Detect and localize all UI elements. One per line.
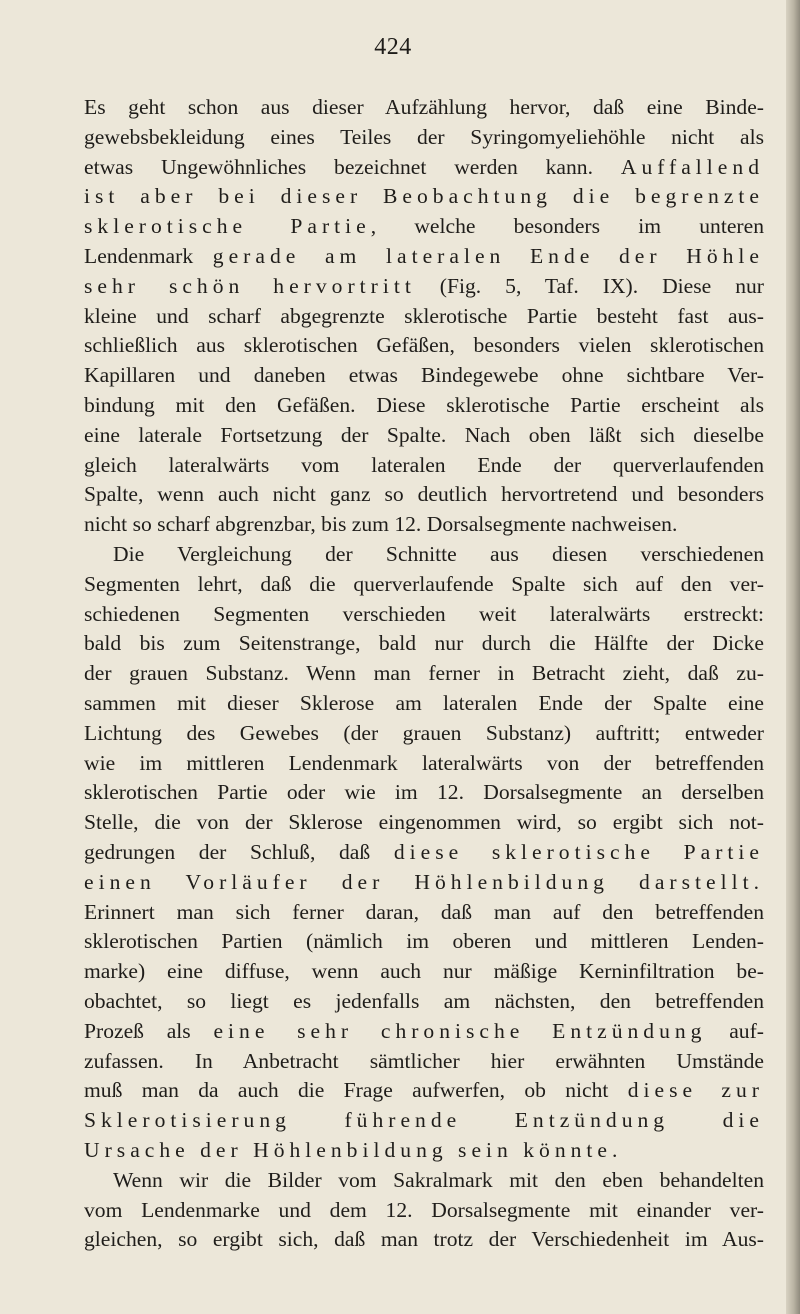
spaced-emphasis: diese zur [627, 1078, 765, 1103]
text-line [113, 539, 764, 569]
text-line [84, 688, 764, 718]
text-line [84, 1016, 764, 1046]
text-run: Es geht schon aus dieser Aufzählung hervor, daß eine Binde- [84, 95, 764, 119]
spaced-emphasis: Sklerotisierung führende Entzündung die [84, 1108, 764, 1133]
page-edge-shadow [786, 0, 800, 1314]
text-run: gedrungen der Schluß, daß [84, 840, 394, 864]
spaced-emphasis: einen Vorläufer der Höhlenbildung darstellt. [84, 869, 764, 894]
text-run: etwas Ungewöhnliches bezeichnet werden kann. [84, 154, 621, 179]
text-run: Erinnert man sich ferner daran, daß man auf den betreffenden [84, 899, 764, 924]
text-line [84, 122, 764, 152]
text-line [84, 569, 764, 599]
text-run: vom Lendenmarke und dem 12. Dorsalsegmente mit einander ver- [84, 1197, 764, 1222]
text-run: schiedenen Segmenten verschieden weit lateralwärts erstreckt: [84, 601, 764, 626]
text-line [84, 867, 764, 897]
text-line [84, 360, 764, 390]
text-line [84, 152, 764, 182]
text-run: sklerotischen Partien (nämlich im oberen und mittleren Lenden- [84, 929, 764, 954]
text-line [84, 1075, 764, 1105]
text-run: Kapillaren und daneben etwas Bindegewebe ohne sichtbare Ver- [84, 363, 764, 388]
text-line [84, 748, 764, 778]
text-line [84, 1105, 764, 1135]
text-line [84, 271, 764, 301]
text-run: bald bis zum Seitenstrange, bald nur durch die Hälfte der Dicke [84, 631, 764, 656]
text-line [84, 390, 764, 420]
text-line [84, 92, 764, 122]
text-line [84, 837, 764, 867]
text-run: der grauen Substanz. Wenn man ferner in Betracht zieht, daß zu- [84, 661, 764, 686]
text-line [84, 599, 764, 629]
text-run: Spalte, wenn auch nicht ganz so deutlich hervortretend und besonders [84, 482, 764, 507]
text-line [84, 926, 764, 956]
spaced-emphasis: ist aber bei dieser Beobachtung die begrenzte [84, 184, 764, 209]
text-run: wie im mittleren Lendenmark lateralwärts von der betreffenden [84, 750, 764, 775]
spaced-emphasis: sklerotische Partie [84, 214, 371, 239]
text-line [84, 897, 764, 927]
text-run: marke) eine diffuse, wenn auch nur mäßige Kerninfiltration be- [84, 959, 764, 984]
text-run: Segmenten lehrt, daß die querverlaufende Spalte sich auf den ver- [84, 571, 764, 596]
text-line [84, 509, 764, 539]
text-run: Prozeß als [84, 1018, 214, 1043]
text-line [84, 1224, 764, 1254]
text-run: gleich lateralwärts vom lateralen Ende der querverlaufenden [84, 452, 764, 477]
text-line [84, 479, 764, 509]
text-line [84, 420, 764, 450]
text-run: Lichtung des Gewebes (der grauen Substanz) auftritt; entweder [84, 720, 764, 745]
text-run: sammen mit dieser Sklerose am lateralen Ende der Spalte eine [84, 691, 764, 715]
text-run: kleine und scharf abgegrenzte sklerotische Partie besteht fast aus- [84, 303, 764, 328]
text-run: sklerotischen Partie oder wie im 12. Dorsalsegmente an derselben [84, 780, 764, 805]
text-line [84, 1135, 764, 1165]
text-run: (Fig. 5, Taf. IX). Diese nur [415, 273, 764, 298]
text-line [84, 628, 764, 658]
text-line [84, 181, 764, 211]
spaced-emphasis: Ursache der Höhlenbildung sein könnte. [84, 1138, 623, 1162]
text-line [84, 956, 764, 986]
text-line [84, 301, 764, 331]
text-run: gewebsbekleidung eines Teiles der Syringomyeliehöhle nicht als [84, 124, 764, 149]
text-line [113, 1165, 764, 1195]
text-run: Lendenmark [84, 244, 213, 268]
page-number: 424 [374, 34, 412, 60]
spaced-emphasis: diese sklerotische Partie [393, 840, 764, 864]
text-run: auf- [706, 1018, 764, 1043]
text-run: , welche besonders im unteren [370, 214, 764, 239]
text-line [84, 241, 764, 271]
spaced-emphasis: gerade am lateralen Ende der Höhle [212, 244, 764, 268]
text-line [84, 807, 764, 837]
text-line [84, 718, 764, 748]
text-line [84, 986, 764, 1016]
text-run: nicht so scharf abgrenzbar, bis zum 12. Dorsalsegmente nachweisen. [84, 512, 678, 537]
text-run: Stelle, die von der Sklerose eingenommen wird, so ergibt sich not- [84, 810, 764, 835]
text-line [84, 330, 764, 360]
text-run: Wenn wir die Bilder vom Sakralmark mit den eben behandelten [113, 1167, 764, 1192]
text-run: obachtet, so liegt es jedenfalls am nächsten, den betreffenden [84, 989, 764, 1013]
text-run: bindung mit den Gefäßen. Diese sklerotische Partie erscheint als [84, 393, 764, 417]
text-run: schließlich aus sklerotischen Gefäßen, besonders vielen sklerotischen [84, 333, 764, 358]
text-line [84, 1046, 764, 1076]
text-run: gleichen, so ergibt sich, daß man trotz der Verschiedenheit im Aus- [84, 1227, 764, 1252]
text-line [84, 450, 764, 480]
text-run: zufassen. In Anbetracht sämtlicher hier erwähnten Umstände [84, 1048, 764, 1073]
spaced-emphasis: sehr schön hervortritt [84, 273, 416, 298]
text-line [84, 1195, 764, 1225]
text-line [84, 777, 764, 807]
text-line [84, 658, 764, 688]
spaced-emphasis: Auffallend [620, 154, 764, 179]
text-line [84, 211, 764, 241]
spaced-emphasis: eine sehr chronische Entzündung [213, 1018, 707, 1043]
text-run: eine laterale Fortsetzung der Spalte. Nach oben läßt sich dieselbe [84, 422, 764, 447]
text-run: muß man da auch die Frage aufwerfen, ob nicht [84, 1078, 628, 1103]
text-run: Die Vergleichung der Schnitte aus diesen verschiedenen [113, 542, 764, 566]
